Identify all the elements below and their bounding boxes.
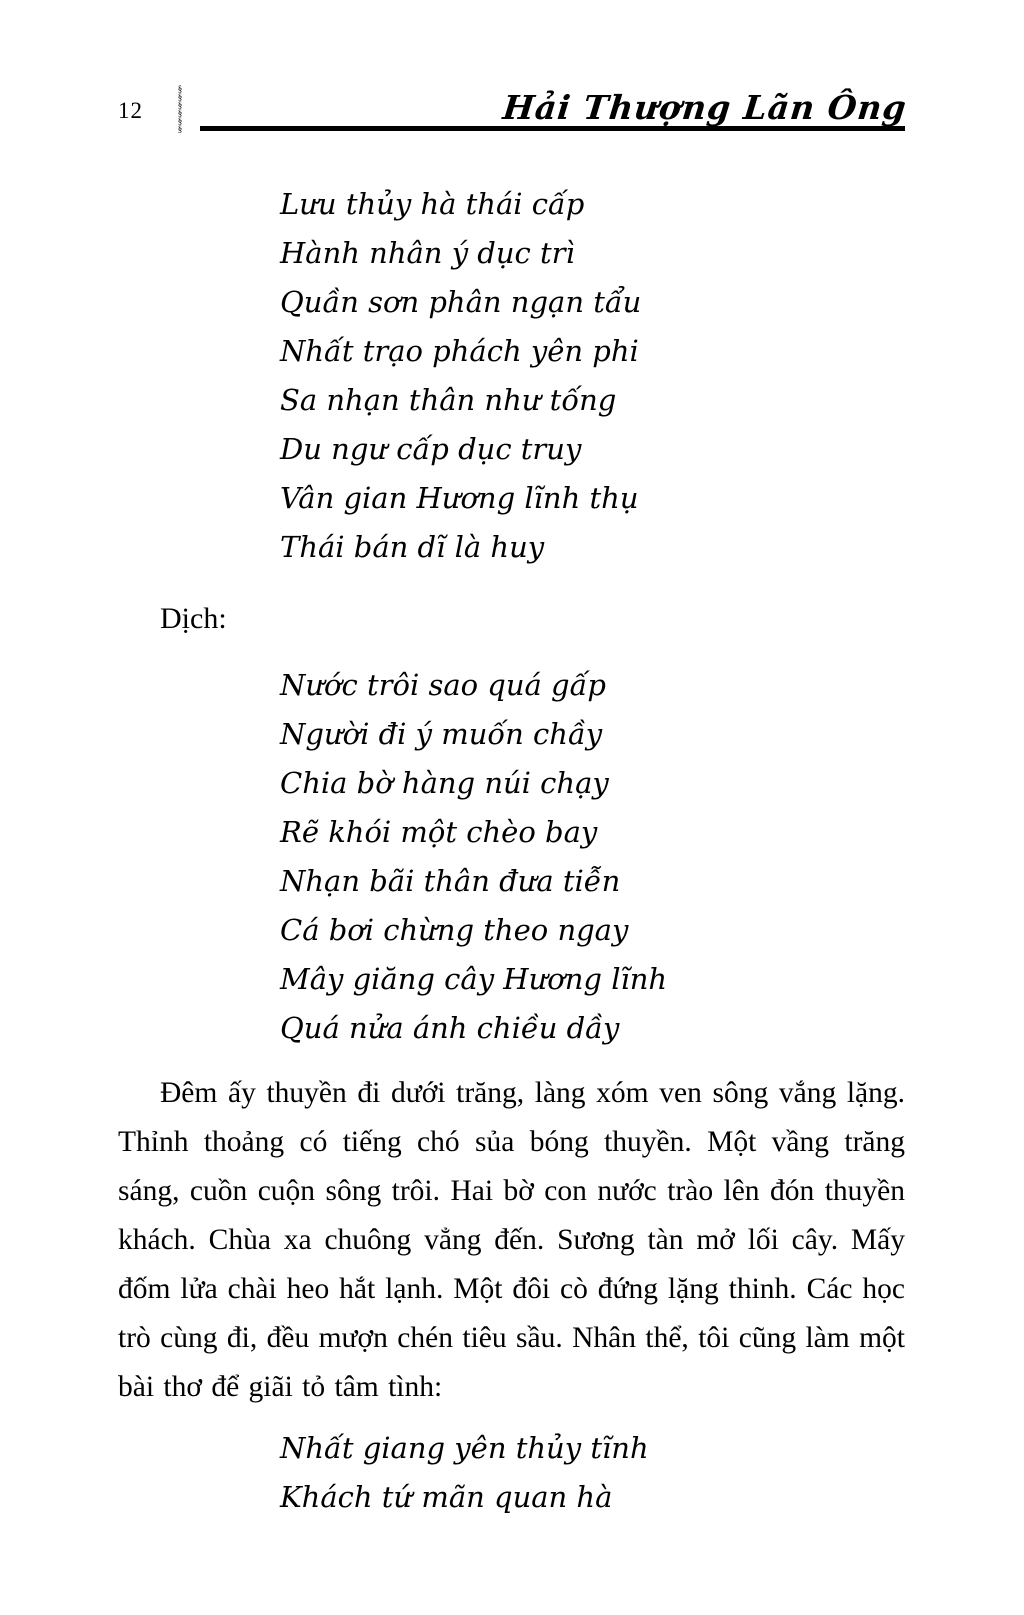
- poem-line: Nhất giang yên thủy tĩnh: [280, 1431, 649, 1465]
- poem-line: Nhất trạo phách yên phi: [280, 334, 639, 368]
- poem-line: Thái bán dĩ là huy: [280, 530, 545, 564]
- prose-paragraph: Đêm ấy thuyền đi dưới trăng, làng xóm ven sông vắng lặng. Thỉnh thoảng có tiếng chó sủa bóng thuyền. Một vầng trăng sáng, cuồn cuộn sông trôi. Hai bờ con nước trào lên đón thuyền khách. Chùa xa chuông vẳng đến. Sương tàn mở lối cây. Mấy đốm lửa chài heo hắt lạnh. Một đôi cò đứng lặng thinh. Các học trò cùng đi, đều mượn chén tiêu sầu. Nhân thể, tôi cũng làm một bài thơ để giãi tỏ tâm tình:: [118, 1077, 905, 1403]
- poem-line: Lưu thủy hà thái cấp: [280, 187, 585, 221]
- poem-line: Nước trôi sao quá gấp: [280, 668, 606, 702]
- poem-line: Cá bơi chừng theo ngay: [280, 913, 629, 947]
- poem-line: Nhạn bãi thân đưa tiễn: [280, 864, 621, 898]
- poem-line: Du ngư cấp dục truy: [280, 432, 582, 466]
- running-head-title: Hải Thượng Lãn Ông: [501, 88, 910, 127]
- poem-line: Quá nửa ánh chiều dầy: [280, 1011, 620, 1045]
- poem-han-viet: [280, 180, 905, 572]
- header-rule: [200, 126, 905, 131]
- poem-line: Hành nhân ý dục trì: [280, 236, 575, 270]
- poem-line: Chia bờ hàng núi chạy: [280, 766, 609, 800]
- poem-translation: [280, 661, 905, 1053]
- poem-line: Quần sơn phân ngạn tẩu: [280, 285, 642, 319]
- poem-line: Vân gian Hương lĩnh thụ: [280, 481, 639, 515]
- poem-line: Khách tứ mãn quan hà: [280, 1480, 613, 1514]
- translation-label: Dịch:: [160, 602, 227, 635]
- poem-line: Mây giăng cây Hương lĩnh: [280, 962, 668, 996]
- poem-line: Rẽ khói một chèo bay: [280, 815, 598, 849]
- poem-line: Người đi ý muốn chầy: [280, 717, 603, 751]
- poem-closing: [280, 1424, 905, 1522]
- page-number: 12: [118, 98, 143, 123]
- poem-line: Sa nhạn thân như tống: [280, 383, 617, 417]
- chain-ornament-icon: §§§§§§: [175, 84, 185, 132]
- page-header: [118, 0, 910, 132]
